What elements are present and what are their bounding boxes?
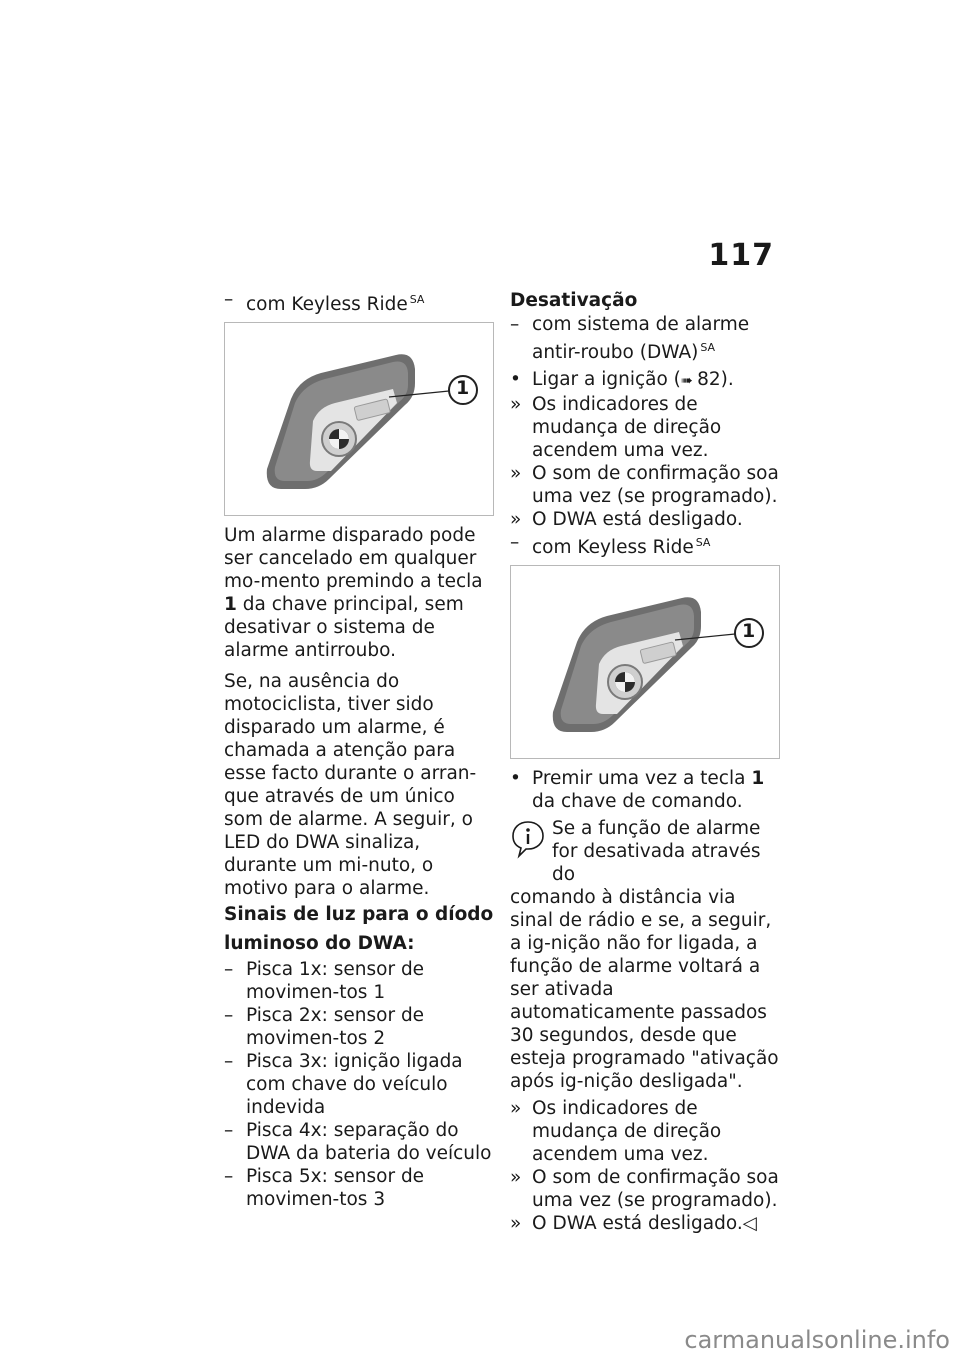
note-first-line: Se a função de alarme for desativada através do — [552, 818, 761, 886]
list-item: – Pisca 3x: ignição ligada com chave do veículo indevida — [224, 1051, 463, 1119]
page-ref-arrow-icon: ➠ — [680, 373, 698, 390]
result-item: » Os indicadores de mudança de direção acendem uma vez. — [510, 394, 722, 462]
sa-tag: SA — [700, 341, 716, 354]
figure-callout-1: 1 — [742, 620, 756, 643]
result-item: » O DWA está desligado.◁ — [510, 1213, 757, 1235]
list-item: – Pisca 1x: sensor de movimen-tos 1 — [224, 959, 425, 1004]
step-press-key: • Premir uma vez a tecla 1 da chave de comando. — [510, 768, 765, 813]
end-marker-icon: ◁ — [742, 1213, 757, 1235]
result-item: » Os indicadores de mudança de direção acendem uma vez. — [510, 1098, 722, 1166]
info-note — [510, 817, 780, 1093]
page-number: 117 — [708, 238, 774, 273]
page-ref-link[interactable]: 82 — [697, 369, 721, 391]
para-alarm-notice: Se, na ausência do motociclista, tiver sido disparado um alarme, é chamada a atenção para esse facto durante o arran-que através de um único som de alarme. A seguir, o LED do DWA sinaliza, durante um mi-nuto, o motivo para o alarme. — [224, 671, 477, 900]
para-cancel-alarm: Um alarme disparado pode ser cancelado em qualquer mo-mento premindo a tecla 1 da chave principal, sem desativar o sistema de alarme antirroubo. — [224, 525, 483, 662]
step-ignition: • Ligar a ignição (➠ 82). — [510, 369, 734, 391]
key-fob-illustration — [225, 323, 493, 515]
key-fob-illustration — [511, 566, 779, 758]
result-item: » O DWA está desligado. — [510, 509, 743, 531]
note-body: comando à distância via sinal de rádio e se, a seguir, a ig-nição não for ligada, a função de alarme voltará a ser ativada automaticamente passados 30 segundos, desde que esteja programado "ativação após ig-nição desligada". — [510, 887, 779, 1093]
list-item: – Pisca 2x: sensor de movimen-tos 2 — [224, 1005, 425, 1050]
watermark: carmanualsonline.info — [684, 1326, 950, 1354]
keyless-condition: – com Keyless Ride $^{SA}$ — [510, 532, 711, 559]
figure-callout-1: 1 — [456, 377, 470, 400]
heading-deactivation: Desativação — [510, 290, 638, 311]
result-item: » O som de confirmação soa uma vez (se programado). — [510, 463, 779, 508]
list-item: – Pisca 4x: separação do DWA da bateria do veículo — [224, 1120, 492, 1165]
sa-tag: SA — [409, 293, 425, 306]
info-icon — [510, 819, 546, 865]
key-fob-figure — [510, 565, 780, 759]
heading-led-signals: Sinais de luz para o díodo luminoso do DWA: — [224, 904, 494, 955]
list-item: – Pisca 5x: sensor de movimen-tos 3 — [224, 1166, 425, 1211]
keyless-condition: – com Keyless Ride $^{SA}$ — [224, 289, 425, 316]
left-column — [224, 288, 494, 1211]
right-column — [510, 288, 780, 1235]
sa-tag: SA — [695, 536, 711, 550]
result-item: » O som de confirmação soa uma vez (se programado). — [510, 1167, 779, 1212]
dwa-condition: – com sistema de alarme antir-roubo (DWA) $^{SA}$ — [510, 314, 750, 364]
key-fob-figure — [224, 322, 494, 516]
